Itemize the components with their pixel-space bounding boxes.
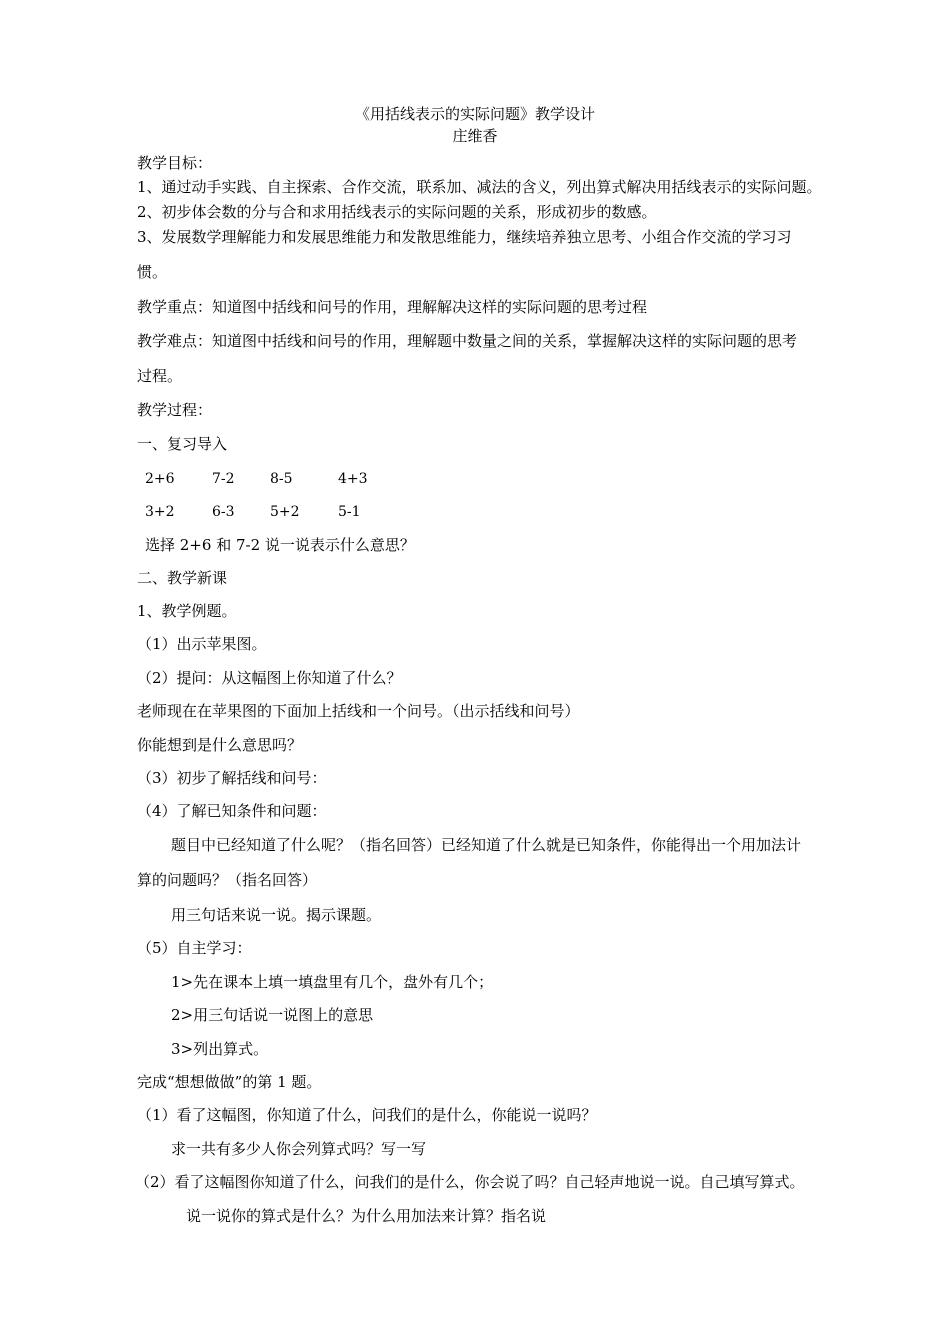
section-new-lesson-heading: 二、教学新课 [137, 569, 228, 587]
difficulty-cont: 过程。 [137, 367, 183, 385]
known-conditions-cont: 算的问题吗？（指名回答） [137, 871, 318, 889]
review-expression: 2+6 [145, 471, 175, 487]
document-title: 《用括线表示的实际问题》教学设计 [354, 105, 595, 123]
exercise-1-follow: 求一共有多少人你会列算式吗？写一写 [171, 1140, 427, 1158]
author-name: 庄维香 [452, 127, 498, 145]
teacher-note: 老师现在在苹果图的下面加上括线和一个问号。（出示括线和问号） [137, 702, 580, 720]
known-conditions: 题目中已经知道了什么呢？（指名回答）已经知道了什么就是已知条件，你能得出一个用加法计 [171, 836, 802, 854]
review-expression: 7-2 [212, 471, 235, 487]
step-3: （3）初步了解括线和问号： [137, 769, 327, 787]
review-expression: 3+2 [145, 504, 175, 520]
step-5: （5）自主学习： [137, 939, 252, 957]
goal-item-2: 2、初步体会数的分与合和求用括线表示的实际问题的关系，形成初步的数感。 [137, 203, 657, 221]
step-1: （1）出示苹果图。 [137, 635, 267, 653]
exercise-heading: 完成“想想做做”的第 1 题。 [137, 1073, 322, 1091]
exercise-2-follow: 说一说你的算式是什么？为什么用加法来计算？指名说 [186, 1207, 547, 1225]
section-review-heading: 一、复习导入 [137, 435, 228, 453]
sub-step-3: 3>列出算式。 [171, 1040, 269, 1058]
review-expression: 4+3 [338, 471, 368, 487]
step-2: （2）提问：从这幅图上你知道了什么？ [137, 669, 402, 687]
difficulty: 教学难点：知道图中括线和问号的作用，理解题中数量之间的关系，掌握解决这样的实际问题的思考 [137, 332, 798, 350]
goal-item-3: 3、发展数学理解能力和发展思维能力和发散思维能力，继续培养独立思考、小组合作交流的学习习 [137, 228, 792, 246]
review-question: 选择 2+6 和 7-2 说一说表示什么意思？ [145, 536, 415, 554]
key-point: 教学重点：知道图中括线和问号的作用，理解解决这样的实际问题的思考过程 [137, 298, 648, 316]
step-4: （4）了解已知条件和问题： [137, 802, 327, 820]
example-heading: 1、教学例题。 [137, 602, 237, 620]
review-expression: 6-3 [212, 504, 235, 520]
sub-step-1: 1>先在课本上填一填盘里有几个，盘外有几个； [171, 973, 494, 991]
sub-step-2: 2>用三句话说一说图上的意思 [171, 1006, 374, 1024]
exercise-1: （1）看了这幅图，你知道了什么，问我们的是什么，你能说一说吗？ [137, 1106, 597, 1124]
review-expression: 5-1 [338, 504, 361, 520]
goal-item-3-cont: 惯。 [137, 263, 168, 281]
goal-item-1: 1、通过动手实践、自主探索、合作交流，联系加、减法的含义，列出算式解决用括线表示的实际问题。 [137, 178, 822, 196]
goals-heading: 教学目标： [137, 154, 213, 172]
process-heading: 教学过程： [137, 401, 213, 419]
exercise-2: （2）看了这幅图你知道了什么，问我们的是什么，你会说了吗？自己轻声地说一说。自己填写算式。 [135, 1173, 805, 1191]
three-sentences: 用三句话来说一说。揭示课题。 [171, 906, 382, 924]
review-expression: 8-5 [270, 471, 293, 487]
review-expression: 5+2 [270, 504, 300, 520]
ask-meaning: 你能想到是什么意思吗？ [137, 736, 303, 754]
